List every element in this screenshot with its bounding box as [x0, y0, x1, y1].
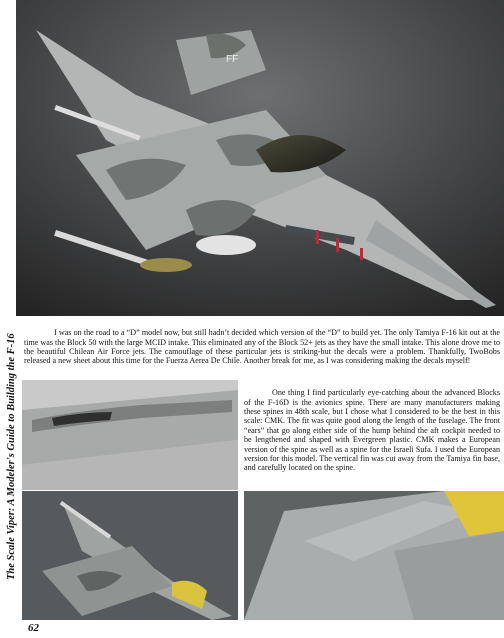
paragraph-1: I was on the road to a “D” model now, but still hadn’t decided which version of the “D” to build yet. The only Tamiya F-16 kit out at the time was the Block 50 with the large MCID intake. This eliminated any of the Block 52+ jets as they have the small intake. This alone drove me to the beautiful Chilean Air Force jets. The camouflage of these particular jets is striking-but the decals were a problem. Thankfully, TwoBobs released a new sheet about this time for the Fuerza Aerea De Chile. Another break for me, as I was considering making the decals myself! — [24, 328, 500, 366]
aircraft-tail-marking: FF — [226, 54, 239, 65]
photo-spine-detail — [244, 491, 504, 620]
page-number: 62 — [28, 622, 39, 634]
paragraph-2: One thing I find particularly eye-catching about the advanced Blocks of the F-16D is the avionics spine. There are many manufacturers making these spines in 48th scale, but I chose what I considered to be the best in this scale: CMK. The fit was quite good along the length of the fuselage. The front “ears” that go along either side of the hump behind the aft cockpit needed to be lengthened and shaped with Evergreen plastic. CMK makes a European version of the spine as well as a spine for the Israeli Sufa. I used the European version for this model. The vertical fin was cut away from the Tamiya fin base, and carefully located on the spine. — [244, 388, 500, 473]
running-title-text: The Scale Viper: A Modeler's Guide to Building the F-16 — [6, 333, 17, 580]
photo-avionics-spine — [22, 380, 238, 490]
photo-model-top-view — [22, 491, 238, 620]
hero-photo-f16-model — [16, 0, 504, 316]
